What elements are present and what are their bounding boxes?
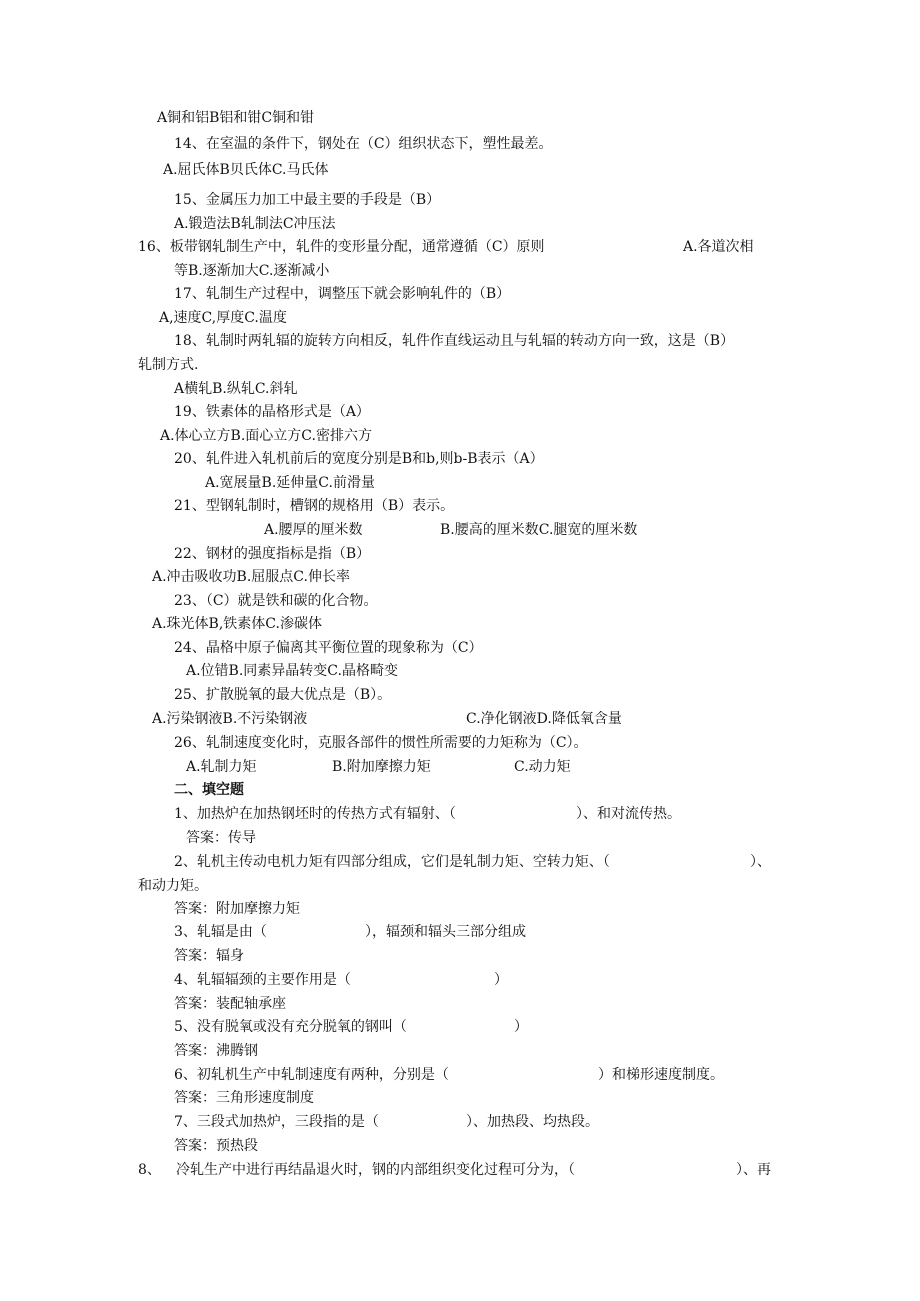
fill-question-8-number: 8、 [138,1162,161,1178]
options-20: A.宽展量B.延伸量C.前滑量 [205,475,375,491]
fill-question-6-end: ）和梯形速度制度。 [598,1067,724,1083]
fill-question-1-end: ）、和对流传热。 [576,806,681,822]
question-14: 14、在室温的条件下，钢处在（C）组织状态下，塑性最差。 [174,136,553,152]
question-22: 22、钢材的强度指标是指（B） [174,546,371,562]
question-16: 16、板带钢轧制生产中，轧件的变形量分配，通常遵循（C）原则 [138,239,545,255]
answer-2: 答案：附加摩擦力矩 [174,901,300,917]
question-24: 24、晶格中原子偏离其平衡位置的现象称为（C） [174,640,483,656]
question-18: 18、轧制时两轧辐的旋转方向相反，轧件作直线运动且与轧辐的转动方向一致，这是（B） [174,333,735,349]
options-21-a: A.腰厚的厘米数 [264,522,363,538]
question-18-cont: 轧制方式. [138,357,199,373]
fill-question-5-end: ） [514,1019,528,1035]
question-25: 25、扩散脱氧的最大优点是（B）。 [174,687,392,703]
question-20: 20、轧件进入轧机前后的宽度分别是B和b,则b-B表示（A） [174,451,544,467]
options-25-ab: A.污染钢液B.不污染钢液 [152,711,308,727]
question-23: 23、（C）就是铁和碳的化合物。 [174,593,378,609]
fill-question-7-end: ）、加热段、均热段。 [466,1114,599,1130]
fill-question-4-end: ） [494,972,508,988]
answer-1: 答案：传导 [186,830,256,846]
options-26-b: B.附加摩擦力矩 [332,759,431,775]
answer-5: 答案：沸腾钢 [174,1043,258,1059]
options-22: A.冲击吸收功B.屈服点C.伸长率 [152,569,350,585]
options-19: A.体心立方B.面心立方C.密排六方 [160,428,372,444]
answer-7: 答案：预热段 [174,1138,258,1154]
options-24: A.位错B.同素异晶转变C.晶格畸变 [186,663,398,679]
options-18: A横轧B.纵轧C.斜轧 [174,381,298,397]
question-17: 17、轧制生产过程中，调整压下就会影响轧件的（B） [174,286,511,302]
options-14: A.屈氏体B贝氏体C.马氏体 [163,162,329,178]
options-15: A.锻造法B轧制法C冲压法 [174,216,336,232]
fill-question-8: 冷轧生产中进行再结晶退火时，钢的内部组织变化过程可分为，（ [176,1162,575,1178]
fill-question-8-end: ）、再 [736,1162,771,1178]
fill-question-3: 3、轧辐是由（ [174,924,267,940]
fill-question-4: 4、轧辐辐颈的主要作用是（ [174,972,351,988]
answer-4: 答案：装配轴承座 [174,996,286,1012]
fill-question-2-cont: 和动力矩。 [138,878,208,894]
fill-question-1: 1、加热炉在加热钢坯时的传热方式有辐射、（ [174,806,456,822]
fill-question-2-end: ）、 [750,854,771,870]
options-16-cont: 等B.逐渐加大C.逐渐减小 [174,263,330,279]
options-25-cd: C.净化钢液D.降低氧含量 [466,711,622,727]
question-21: 21、型钢轧制时，槽钢的规格用（B）表示。 [174,498,455,514]
options-16-start: A.各道次相 [683,239,754,255]
answer-6: 答案：三角形速度制度 [174,1090,314,1106]
question-15: 15、金属压力加工中最主要的手段是（B） [174,192,441,208]
fill-question-5: 5、没有脱氧或没有充分脱氧的钢叫（ [174,1019,407,1035]
options-23: A.珠光体B,铁素体C.渗碳体 [152,616,322,632]
text-line: A铜和铝B铝和钳C铜和钳 [157,110,315,126]
fill-question-7: 7、三段式加热炉，三段指的是（ [174,1114,379,1130]
section-heading: 二、填空题 [174,782,244,798]
options-17: A,速度C,厚度C.温度 [159,310,287,326]
fill-question-2: 2、轧机主传动电机力矩有四部分组成，它们是轧制力矩、空转力矩、（ [174,854,610,870]
options-26-c: C.动力矩 [514,759,571,775]
options-21-bc: B.腰高的厘米数C.腿宽的厘米数 [440,522,638,538]
options-26-a: A.轧制力矩 [186,759,257,775]
answer-3: 答案：辐身 [174,948,244,964]
fill-question-3-end: ），辐颈和辐头三部分组成 [365,924,526,940]
question-26: 26、轧制速度变化时，克服各部件的惯性所需要的力矩称为（C）。 [174,735,588,751]
fill-question-6: 6、初轧机生产中轧制速度有两种，分别是（ [174,1067,449,1083]
question-19: 19、铁素体的晶格形式是（A） [174,404,370,420]
